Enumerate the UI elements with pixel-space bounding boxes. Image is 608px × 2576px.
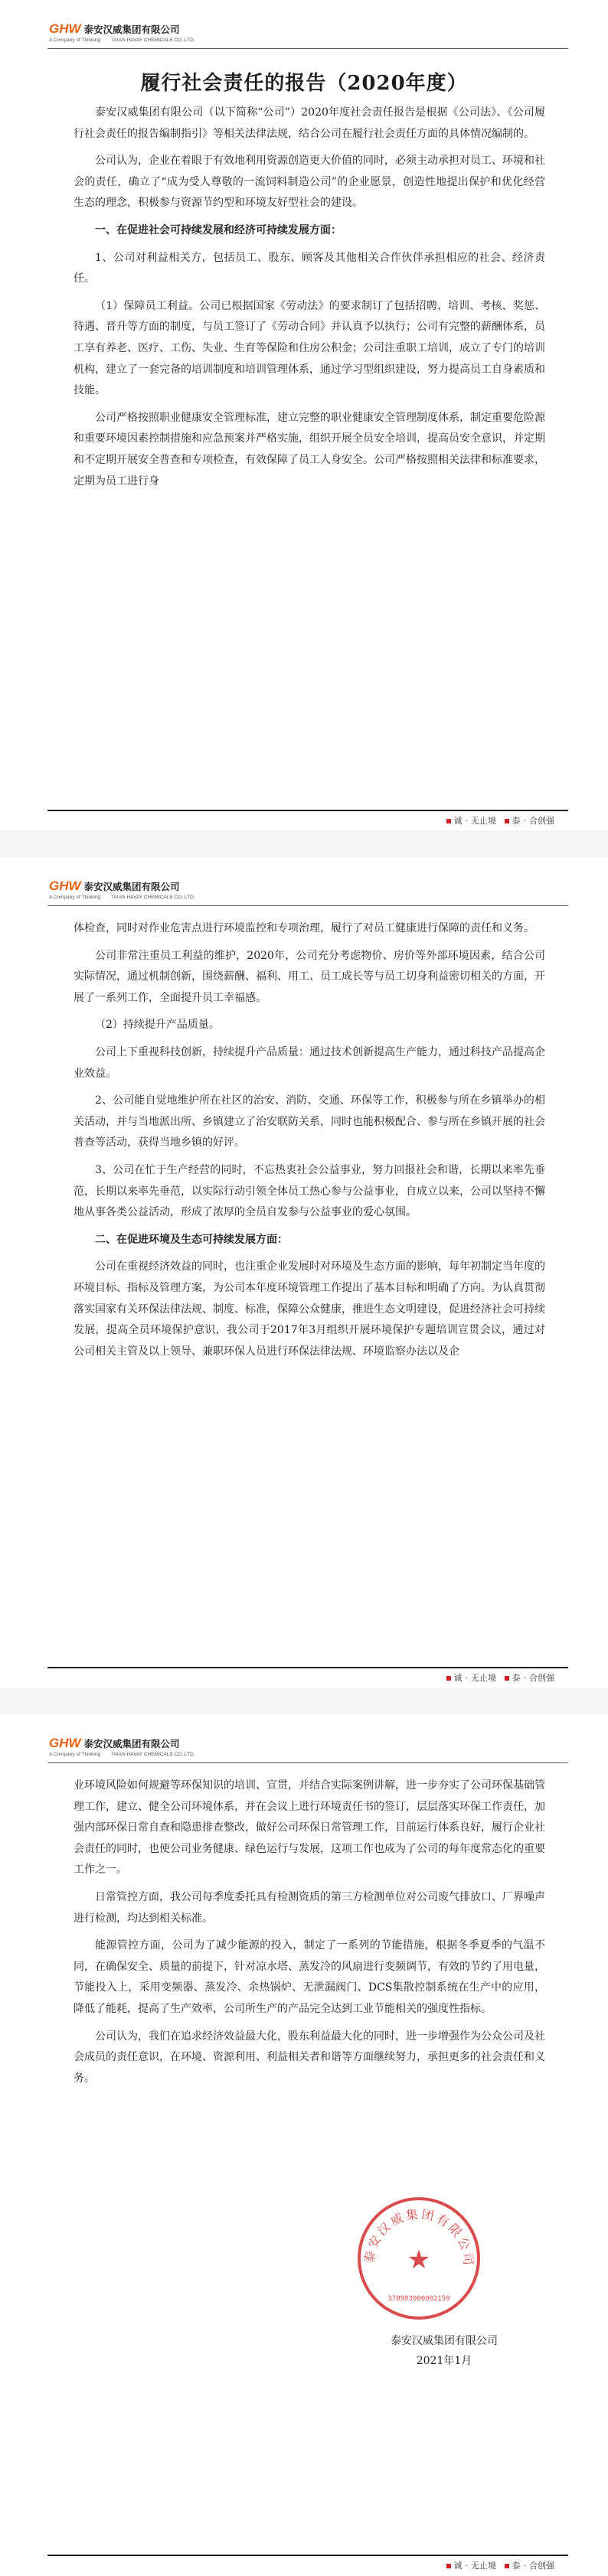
red-square-icon — [505, 1676, 509, 1681]
page-body — [74, 1775, 545, 2095]
paragraph: 1、公司对利益相关方，包括员工、股东、顾客及其他相关合作伙伴承担相应的社会、经济责任。 — [74, 251, 545, 285]
page-gap — [0, 1687, 608, 1714]
company-logo-header — [49, 1736, 195, 1757]
paragraph: 公司认为，企业在着眼于有效地利用资源创造更大价值的同时，必须主动承担对员工、环境和社会的责任，确立了“成为受人尊敬的一流饲料制造公司”的企业愿景，创造性地提出保护和优化经营生态的理念，积极参与资源节约型和环境友好型社会的建设。 — [74, 155, 545, 210]
header-divider — [47, 48, 568, 49]
paragraph: （2）持续提升产品质量。 — [95, 1019, 220, 1032]
signature-company: 泰安汉威集团有限公司 — [391, 2335, 498, 2347]
logo-tagline: A Company of Thinking — [49, 37, 101, 43]
star-icon: ★ — [407, 2245, 431, 2275]
logo-tagline: A Company of Thinking — [49, 895, 101, 900]
paragraph: （1）保障员工利益。公司已根据国家《劳动法》的要求制订了包括招聘、培训、考核、奖惩、待遇、晋升等方面的制度，与员工签订了《劳动合同》并认真予以执行；公司有完整的薪酬体系，员工享有养老、医疗、工伤、失业、生育等保险和住房公积金；公司注重职工培训，成立了专门的培训机构，建立了一套完备的培训制度和培训管理体系，通过学习型组织建设，努力提高员工自身素质和技能。 — [74, 299, 545, 397]
paragraph: 泰安汉威集团有限公司（以下简称“公司”）2020年度社会责任报告是根据《公司法》、《公司履行社会责任的报告编制指引》等相关法律法规，结合公司在履行社会责任方面的具体情况编制的。 — [74, 106, 545, 140]
red-square-icon — [446, 1676, 451, 1681]
paragraph: 3、公司在忙于生产经营的同时，不忘热衷社会公益事业，努力回报社会和谐，长期以来率先垂范，长期以来率先垂范，以实际行动引领全体员工热心参与公益事业，自成立以来，公司以坚持不懈地从事各类公益活动，形成了浓厚的全员自发参与公益事业的爱心氛围。 — [74, 1163, 545, 1219]
company-name-cn: 泰安汉威集团有限公司 — [83, 24, 180, 35]
page-body — [74, 103, 545, 498]
company-logo-header — [49, 21, 195, 43]
footer-divider — [47, 810, 568, 811]
paragraph: 体检查，同时对作业危害点进行环境监控和专项治理，履行了对员工健康进行保障的责任和义务。 — [74, 922, 534, 934]
logo-tagline: A Company of Thinking — [49, 1752, 101, 1757]
paragraph: 公司严格按照职业健康安全管理标准，建立完整的职业健康安全管理制度体系，制定重要危险源和重要环境因素控制措施和应急预案并严格实施，组织开展全员安全培训，提高员安全意识，并定期和不定期开展安全普查和专项检查，有效保障了员工人身安全。公司严格按照相关法律和标准要求，定期为员工进行身 — [74, 411, 545, 487]
document-page-3 — [0, 1714, 608, 2576]
company-name-en: TAIAN HAVAY CHEMICALS CO.,LTD. — [111, 1752, 195, 1757]
page-body — [74, 918, 545, 1368]
paragraph: 日常管控方面，我公司每季度委托具有检测资质的第三方检测单位对公司废气排放口、厂界噪声进行检测，均达到相关标准。 — [74, 1890, 545, 1925]
company-name-cn: 泰安汉威集团有限公司 — [83, 881, 180, 892]
ghw-logo-mark: GHW — [49, 1736, 81, 1750]
red-square-icon — [446, 2564, 451, 2568]
paragraph: 业环境风险如何规避等环保知识的培训、宣贯，并结合实际案例讲解，进一步夯实了公司环保基础管理工作，建立、健全公司环境体系，并在会议上进行环境责任书的签订，层层落实环保工作责任，加强内部环保日常自查和隐患排查整改，做好公司环保日常管理工作，目前运行体系良好，履行企业社会责任的同时，也使公司业务健康、绿色运行与发展，这项工作也成为了公司的每年度常态化的重要工作之一。 — [74, 1779, 545, 1877]
company-name-cn: 泰安汉威集团有限公司 — [83, 1738, 180, 1749]
header-divider — [47, 905, 568, 906]
red-square-icon — [505, 819, 509, 823]
paragraph: 公司在重视经济效益的同时，也注重企业发展时对环境及生态方面的影响，每年初制定当年度的环境目标、指标及管理方案，为公司本年度环境管理工作提出了基本目标和明确了方向。为认真贯彻落实国家有关环保法律法规、制度、标准，保障公众健康，推进生态文明建设，促进经济社会可持续发展，提高全员环境保护意识，我公司于2017年3月组织开展环境保护专题培训宣贯会议，通过对公司相关主管及以上领导、兼职环保人员进行环保法律法规、环境监察办法以及企 — [74, 1260, 545, 1358]
signature-block — [360, 2331, 528, 2371]
section-heading: 一、在促进社会可持续发展和经济可持续发展方面： — [95, 223, 342, 236]
company-name-en: TAIAN HAVAY CHEMICALS CO.,LTD. — [111, 37, 195, 43]
section-heading: 二、在促进环境及生态可持续发展方面： — [95, 1233, 288, 1246]
company-seal-stamp — [354, 2193, 484, 2323]
page-footer: 诚 · 无止境 泰 · 合创强 — [446, 2559, 555, 2571]
ghw-logo-mark: GHW — [49, 879, 81, 893]
red-square-icon — [505, 2564, 509, 2568]
paragraph: 公司认为，我们在追求经济效益最大化，股东利益最大化的同时，进一步增强作为公众公司及社会成员的责任意识，在环境、资源利用、利益相关者和谐等方面继续努力，承担更多的社会责任和义务。 — [74, 2030, 545, 2085]
ghw-logo-mark: GHW — [49, 21, 81, 36]
paragraph: 2、公司能自觉地维护所在社区的治安、消防、交通、环保等工作，积极参与所在乡镇举办的相关活动，并与当地派出所、乡镇建立了治安联防关系，同时也能积极配合、参与所在乡镇开展的社会普查等活动，获得当地乡镇的好评。 — [74, 1094, 545, 1149]
company-name-en: TAIAN HAVAY CHEMICALS CO.,LTD. — [111, 895, 195, 900]
company-logo-header — [49, 879, 195, 900]
document-title: 履行社会责任的报告（2020年度） — [140, 72, 468, 95]
document-page-1 — [0, 0, 608, 830]
paragraph: 公司上下重视科技创新，持续提升产品质量：通过技术创新提高生产能力，通过科技产品提高企业效益。 — [74, 1045, 545, 1080]
page-footer: 诚 · 无止境 泰 · 合创强 — [446, 1671, 555, 1684]
page-footer: 诚 · 无止境 泰 · 合创强 — [446, 814, 555, 827]
paragraph: 能源管控方面，公司为了减少能源的投入，制定了一系列的节能措施，根据冬季夏季的气温不同，在确保安全、质量的前提下，针对凉水塔、蒸发冷的风扇进行变频调节，有效的节约了用电量，节能投入上，采用变频器、蒸发冷、余热锅炉、无泄漏阀门、DCS集散控制系统在生产中的应用，降低了能耗，提高了生产效率，公司所生产的产品完全达到工业节能相关的强度性指标。 — [74, 1939, 545, 2015]
header-divider — [47, 1762, 568, 1763]
seal-ring-text: 泰安汉威集团有限公司 — [361, 2206, 476, 2268]
seal-number: 370983000002159 — [387, 2295, 450, 2303]
red-square-icon — [446, 819, 451, 823]
footer-divider — [47, 2555, 568, 2556]
page-gap — [0, 830, 608, 857]
document-page-2 — [0, 857, 608, 1687]
signature-date: 2021年1月 — [416, 2355, 472, 2367]
footer-divider — [47, 1667, 568, 1668]
paragraph: 公司非常注重员工利益的维护，2020年，公司充分考虑物价、房价等外部环境因素，结合公司实际情况，通过机制创新，围绕薪酬、福利、用工、员工成长等与员工切身利益密切相关的方面，开展了一系列工作，全面提升员工幸福感。 — [74, 949, 545, 1004]
